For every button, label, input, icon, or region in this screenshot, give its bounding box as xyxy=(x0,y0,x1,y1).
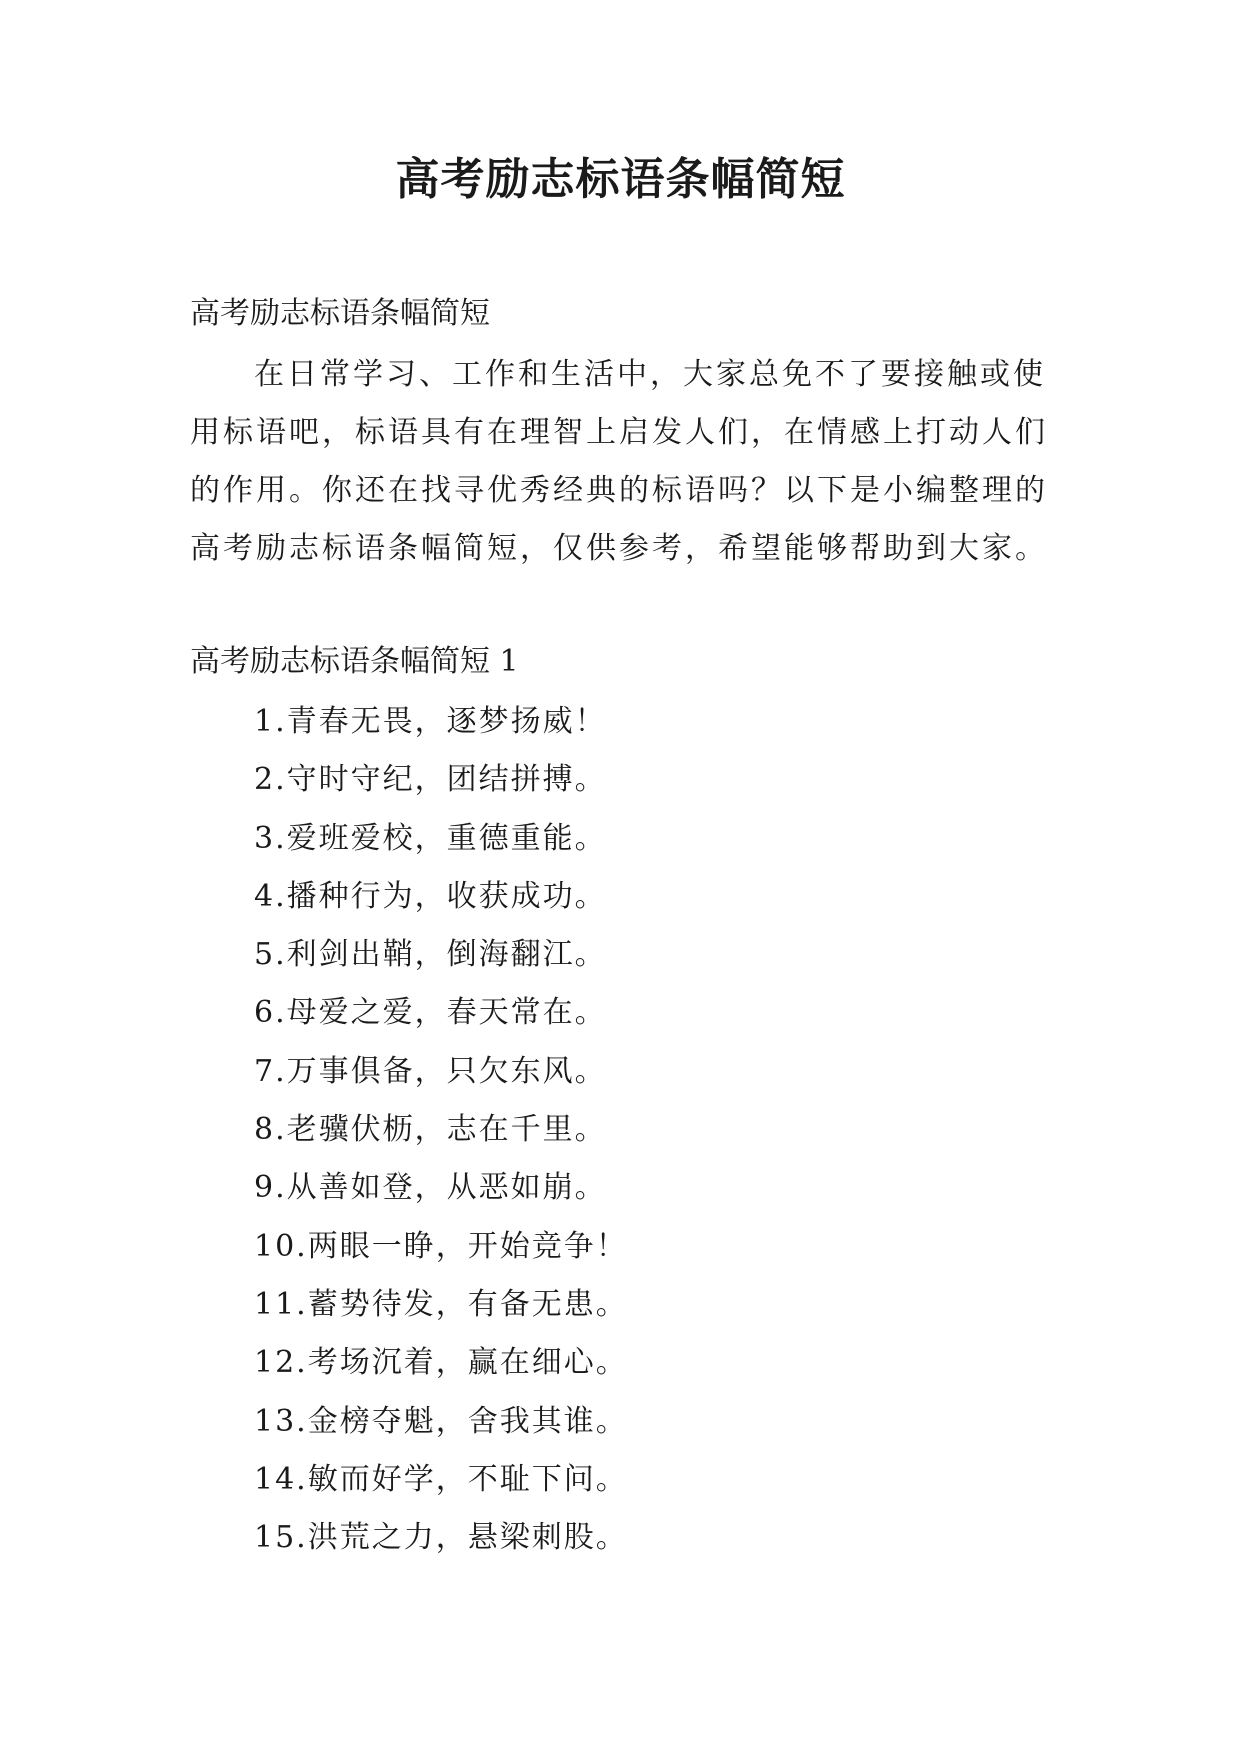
intro-paragraph xyxy=(190,346,1090,578)
intro-line: 在日常学习、工作和生活中，大家总免不了要接触或使 xyxy=(254,357,1046,392)
slogan-item: 11.蓄势待发，有备无患。 xyxy=(254,1286,628,1322)
document-subtitle: 高考励志标语条幅简短 xyxy=(190,296,490,331)
document-title: 高考励志标语条幅简短 xyxy=(395,154,846,205)
slogan-item: 3.爱班爱校，重德重能。 xyxy=(254,820,607,856)
intro-line: 高考励志标语条幅简短，仅供参考，希望能够帮助到大家。 xyxy=(190,531,1048,566)
slogan-item: 6.母爱之爱，春天常在。 xyxy=(254,995,607,1031)
slogan-item: 2.守时守纪，团结拼搏。 xyxy=(254,762,607,798)
slogan-item: 4.播种行为，收获成功。 xyxy=(254,878,607,914)
slogan-list xyxy=(254,693,628,1567)
intro-line: 用标语吧，标语具有在理智上启发人们，在情感上打动人们 xyxy=(190,415,1048,450)
slogan-item: 12.考场沉着，赢在细心。 xyxy=(254,1345,628,1381)
slogan-item: 14.敏而好学，不耻下问。 xyxy=(254,1461,628,1497)
slogan-item: 13.金榜夺魁，舍我其谁。 xyxy=(254,1403,628,1439)
slogan-item: 8.老骥伏枥，志在千里。 xyxy=(254,1112,607,1148)
intro-line: 的作用。你还在找寻优秀经典的标语吗？以下是小编整理的 xyxy=(190,473,1048,508)
slogan-item: 10.两眼一睁，开始竞争！ xyxy=(254,1228,628,1264)
slogan-item: 15.洪荒之力，悬梁刺股。 xyxy=(254,1520,628,1556)
slogan-item: 9.从善如登，从恶如崩。 xyxy=(254,1170,607,1206)
section-heading: 高考励志标语条幅简短 1 xyxy=(190,644,519,679)
slogan-item: 5.利剑出鞘，倒海翻江。 xyxy=(254,937,607,973)
slogan-item: 7.万事俱备，只欠东风。 xyxy=(254,1053,607,1089)
slogan-item: 1.青春无畏，逐梦扬威！ xyxy=(254,704,607,739)
